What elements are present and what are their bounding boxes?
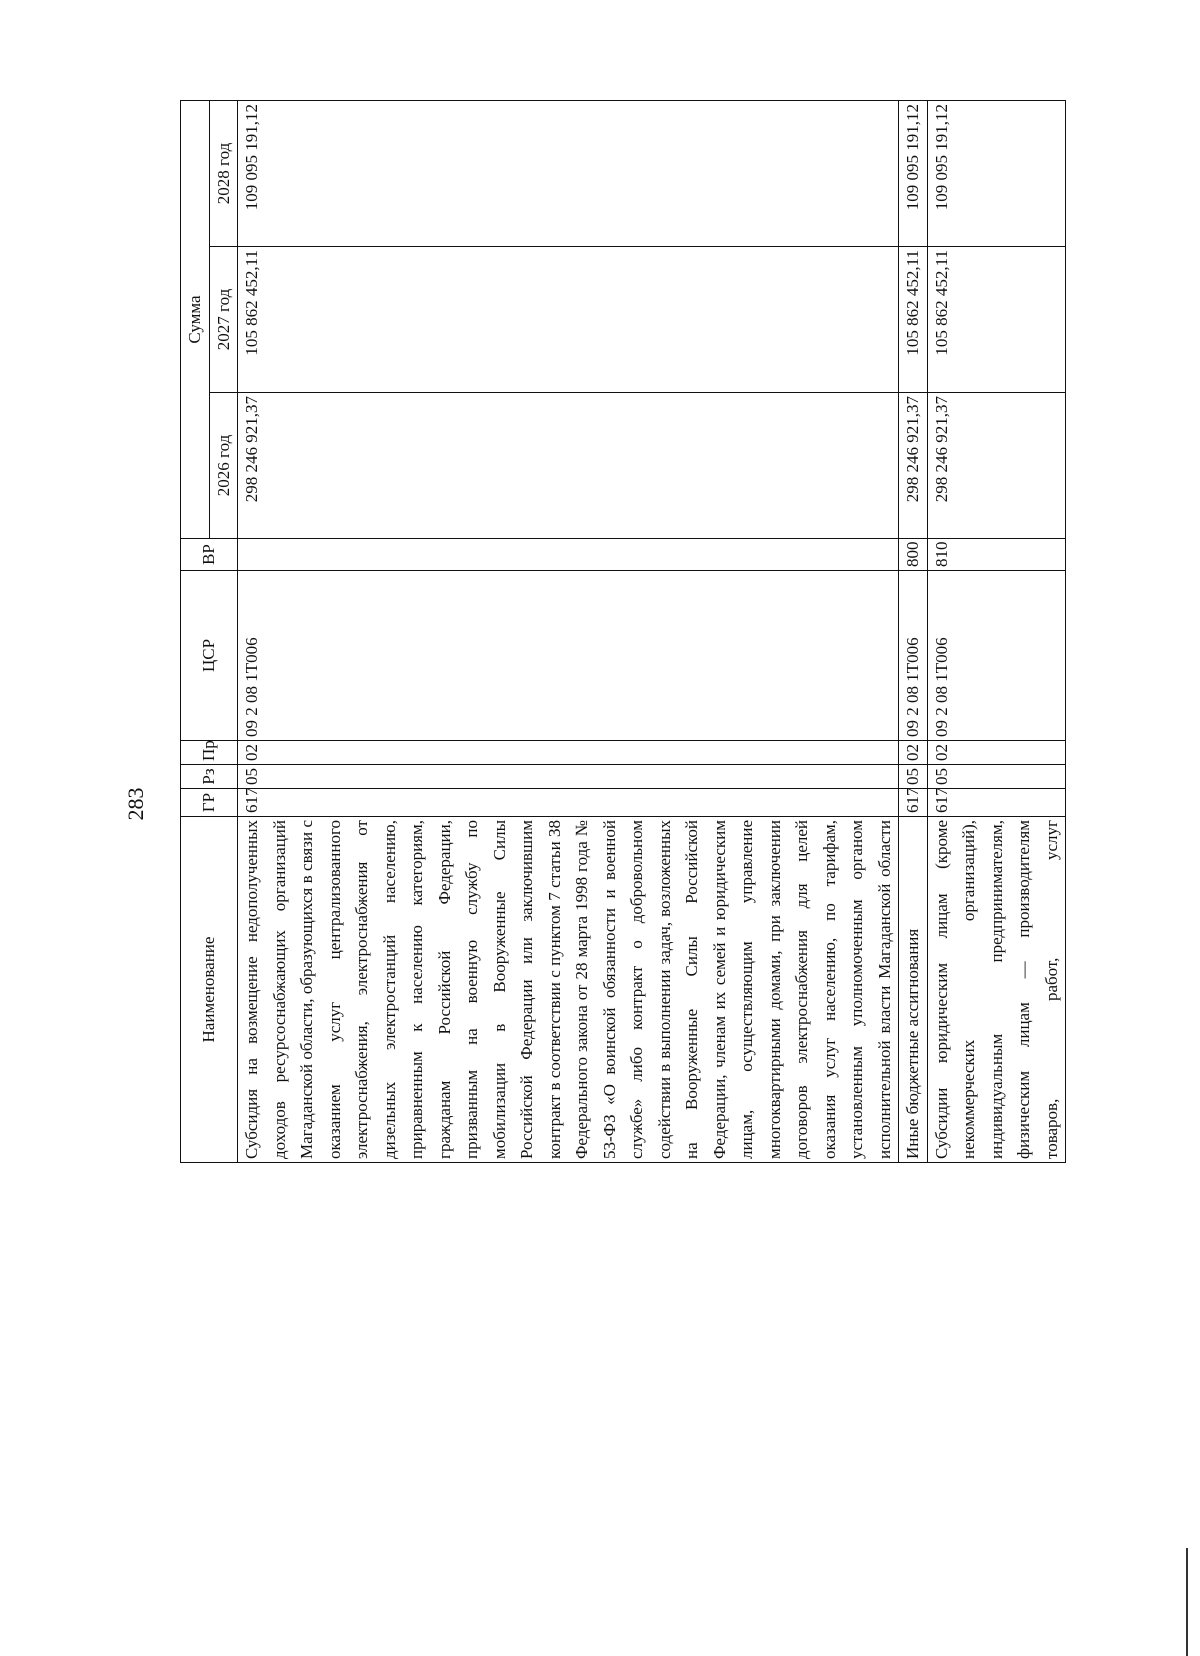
page-number: 283 xyxy=(123,787,148,821)
row-vr xyxy=(238,539,899,571)
row-rz: 05 xyxy=(927,765,1066,789)
header-year-2028: 2028 год xyxy=(209,100,238,246)
row-rz: 05 xyxy=(899,765,928,789)
row-csr: 09 2 08 1Т006 xyxy=(899,571,928,741)
row-pr: 02 xyxy=(899,741,928,765)
row-vr: 810 xyxy=(927,539,1066,571)
row-name: Субсидии юридическим лицам (кроме некоммерческих организаций), индивидуальным предпринимателям, физическим лицам — производителям товаров, работ, услуг xyxy=(927,817,1066,1163)
header-csr: ЦСР xyxy=(181,571,238,741)
row-csr: 09 2 08 1Т006 xyxy=(927,571,1066,741)
header-gr: ГР xyxy=(181,789,238,817)
row-sum-2026: 298 246 921,37 xyxy=(927,393,1066,539)
row-gr: 617 xyxy=(238,789,899,817)
row-sum-2028: 109 095 191,12 xyxy=(899,100,928,246)
table-header-row-1 xyxy=(181,100,210,1162)
row-gr: 617 xyxy=(927,789,1066,817)
rotated-table-container xyxy=(180,100,1061,1163)
header-year-2027: 2027 год xyxy=(209,247,238,393)
row-vr: 800 xyxy=(899,539,928,571)
table-row xyxy=(927,100,1066,1162)
header-name: Наименование xyxy=(181,817,238,1163)
row-name: Субсидия на возмещение недополученных доходов ресурсоснабжающих организаций Магаданской области, образующихся в связи с оказанием услуг централизованного электроснабжения, электроснабжения от дизельных электростанций населению, приравненным к населению категориям, гражданам Российской Федерации, призванным на военную службу по мобилизации в Вооруженные Силы Российской Федерации или заключившим контракт в соответствии с пунктом 7 статьи 38 Федерального закона от 28 марта 1998 года № 53-ФЗ «О воинской обязанности и военной службе» либо контракт о добровольном содействии в выполнении задач, возложенных на Вооруженные Силы Российской Федерации, членам их семей и юридическим лицам, осуществляющим управление многоквартирными домами, при заключении договоров электроснабжения для целей оказания услуг населению, по тарифам, установленным уполномоченным органом исполнительной власти Магаданской области xyxy=(238,817,899,1163)
row-sum-2027: 105 862 452,11 xyxy=(238,247,899,393)
row-sum-2027: 105 862 452,11 xyxy=(899,247,928,393)
row-sum-2026: 298 246 921,37 xyxy=(238,393,899,539)
header-rz: Рз xyxy=(181,765,238,789)
budget-allocation-table xyxy=(180,100,1066,1163)
header-year-2026: 2026 год xyxy=(209,393,238,539)
row-sum-2028: 109 095 191,12 xyxy=(927,100,1066,246)
row-name: Иные бюджетные ассигнования xyxy=(899,817,928,1163)
row-pr: 02 xyxy=(927,741,1066,765)
row-csr: 09 2 08 1Т006 xyxy=(238,571,899,741)
scan-edge-mark xyxy=(1186,1548,1188,1656)
row-gr: 617 xyxy=(899,789,928,817)
row-sum-2027: 105 862 452,11 xyxy=(927,247,1066,393)
header-vr: ВР xyxy=(181,539,238,571)
row-pr: 02 xyxy=(238,741,899,765)
header-pr: Пр xyxy=(181,741,238,765)
table-row xyxy=(238,100,899,1162)
row-sum-2028: 109 095 191,12 xyxy=(238,100,899,246)
table-row xyxy=(899,100,928,1162)
header-sum: Сумма xyxy=(181,100,210,538)
row-rz: 05 xyxy=(238,765,899,789)
row-sum-2026: 298 246 921,37 xyxy=(899,393,928,539)
